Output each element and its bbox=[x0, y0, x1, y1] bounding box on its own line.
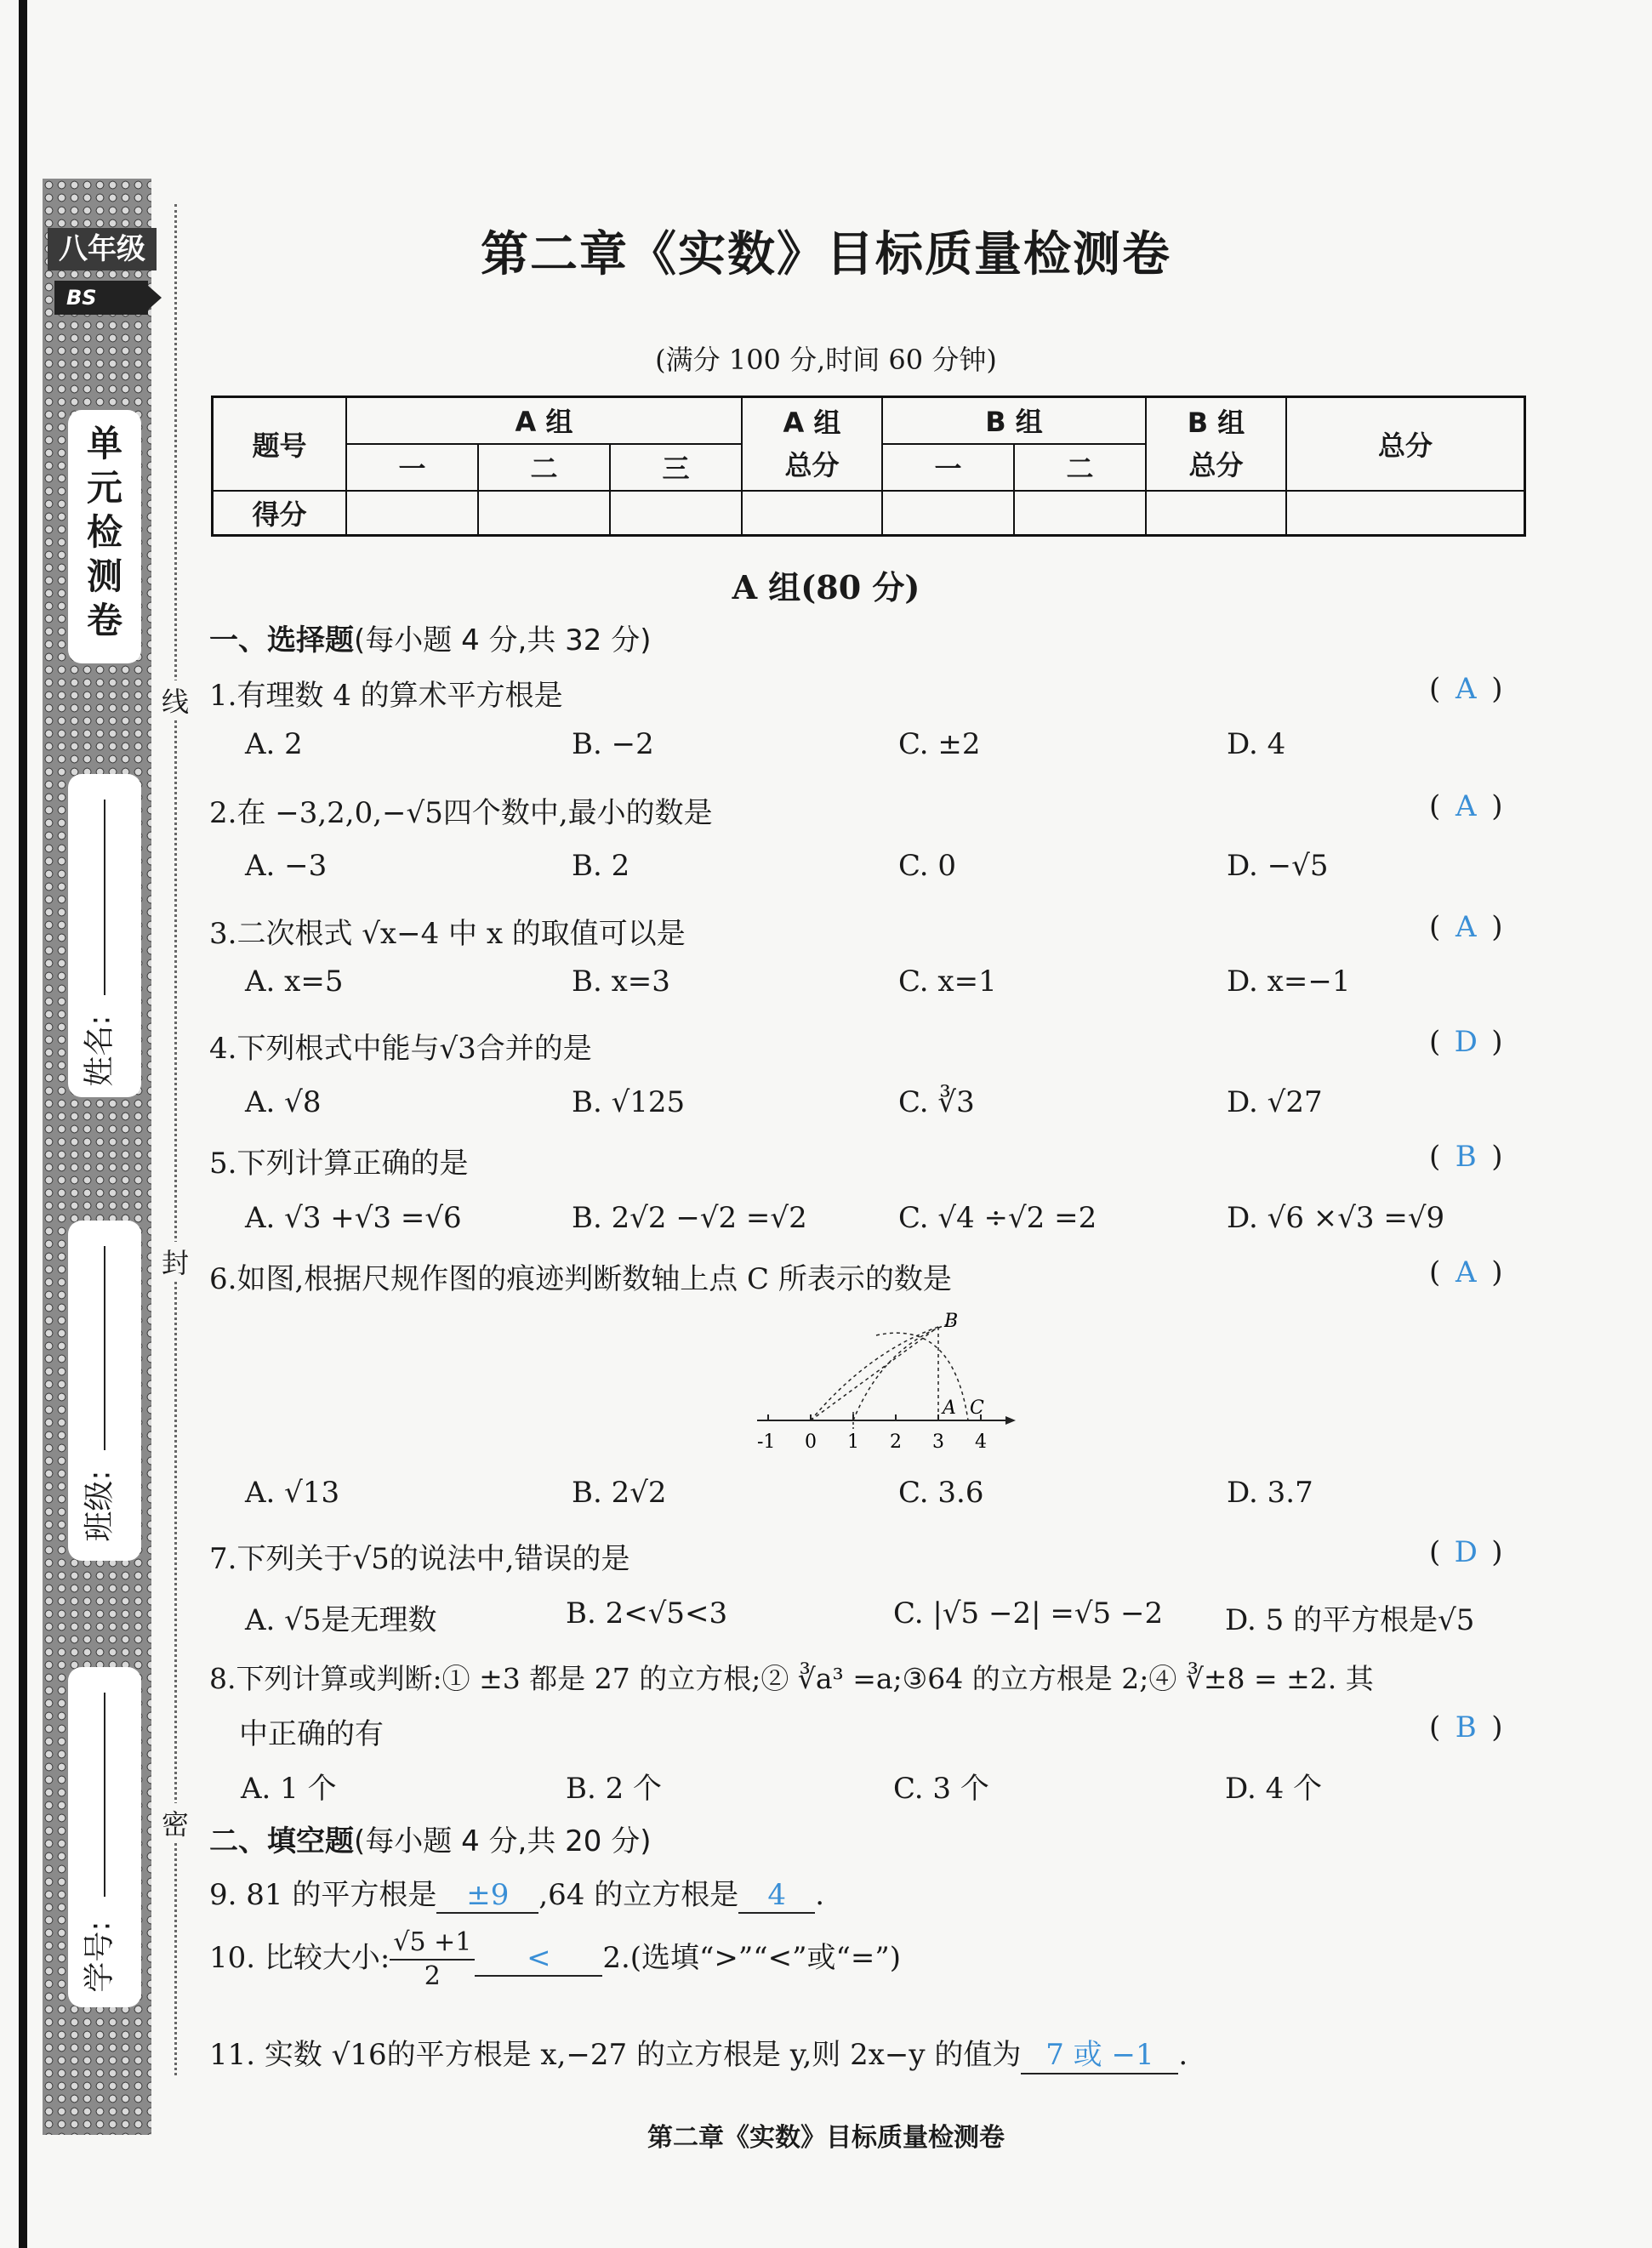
score-cell[interactable] bbox=[1014, 491, 1146, 536]
point-label-a: A bbox=[943, 1397, 956, 1419]
grade-tab: 八年级 bbox=[48, 228, 157, 270]
class-field[interactable] bbox=[104, 1246, 105, 1450]
answer-value: B bbox=[1455, 1710, 1477, 1744]
seal-dotted-line bbox=[174, 204, 177, 2075]
option: B. √125 bbox=[572, 1085, 686, 1119]
question-11 bbox=[209, 2031, 1188, 2074]
answer-bracket: ( A ) bbox=[1429, 672, 1503, 706]
score-cell[interactable] bbox=[610, 491, 742, 536]
tick-label: 1 bbox=[847, 1431, 859, 1453]
answer-value: D bbox=[1454, 1535, 1478, 1569]
header-group-b-total bbox=[1146, 397, 1286, 491]
page-edge-bar bbox=[19, 0, 27, 2248]
option: A. 2 bbox=[245, 727, 303, 761]
option: C. ∛3 bbox=[898, 1085, 975, 1119]
option: D. 4 个 bbox=[1225, 1772, 1323, 1806]
question-stem: 8.下列计算或判断:① ±3 都是 27 的立方根;② ∛a³ =a;③64 的立方根是 2;④ ∛±8 = ±2. 其 bbox=[209, 1662, 1374, 1695]
option: D. √6 ×√3 =√9 bbox=[1227, 1201, 1445, 1235]
q9-text: ,64 的立方根是 bbox=[538, 1878, 739, 1912]
header-tihao: 题号 bbox=[213, 397, 347, 491]
option: B. −2 bbox=[572, 727, 654, 761]
construction-line bbox=[811, 1327, 938, 1420]
option: C. 3.6 bbox=[898, 1476, 984, 1510]
row-score-label: 得分 bbox=[213, 491, 347, 536]
q11-blank[interactable]: 7 或 −1 bbox=[1021, 2031, 1178, 2074]
question-stem: 4.下列根式中能与√3合并的是 bbox=[209, 1032, 592, 1066]
option: B. 2√2 −√2 =√2 bbox=[572, 1201, 807, 1235]
answer-value: A bbox=[1455, 789, 1477, 823]
option: A. √3 +√3 =√6 bbox=[245, 1201, 462, 1235]
seal-char-secret: 密 bbox=[157, 1803, 194, 1842]
question-stem: 6.如图,根据尺规作图的痕迹判断数轴上点 C 所表示的数是 bbox=[209, 1262, 952, 1296]
option: A. √13 bbox=[245, 1476, 340, 1510]
tick-label: -1 bbox=[757, 1431, 776, 1453]
header-a-part: 二 bbox=[478, 444, 610, 491]
unit-test-label bbox=[68, 410, 141, 663]
tick-label: 4 bbox=[975, 1431, 987, 1453]
option: B. 2<√5<3 bbox=[566, 1596, 728, 1631]
q10-text: 10. 比较大小: bbox=[209, 1941, 390, 1975]
option: C. 3 个 bbox=[893, 1772, 989, 1806]
header-b-part: 一 bbox=[882, 444, 1014, 491]
header-b-part: 二 bbox=[1014, 444, 1146, 491]
answer-bracket: ( A ) bbox=[1429, 1255, 1503, 1289]
option: D. 5 的平方根是√5 bbox=[1225, 1603, 1475, 1637]
header-total: 总分 bbox=[1286, 397, 1525, 491]
option: A. −3 bbox=[245, 849, 328, 883]
q9-blank-2[interactable]: 4 bbox=[738, 1878, 815, 1914]
name-label: 姓名: bbox=[82, 1015, 117, 1087]
header-group-a: A 组 bbox=[346, 397, 742, 444]
option: A. √5是无理数 bbox=[245, 1603, 437, 1637]
page-subtitle: (满分 100 分,时间 60 分钟) bbox=[655, 344, 997, 376]
seal-char-seal: 封 bbox=[157, 1242, 194, 1281]
q10-denominator: 2 bbox=[424, 1961, 441, 1991]
option: A. 1 个 bbox=[241, 1772, 337, 1806]
unit-char: 元 bbox=[86, 467, 122, 509]
answer-value: B bbox=[1455, 1140, 1477, 1174]
score-cell[interactable] bbox=[346, 491, 478, 536]
edition-arrow-icon bbox=[146, 284, 162, 311]
question-stem: 1.有理数 4 的算术平方根是 bbox=[209, 679, 563, 713]
seal-char-line: 线 bbox=[157, 680, 194, 720]
q11-text: 11. 实数 √16的平方根是 x,−27 的立方根是 y,则 2x−y 的值为 bbox=[209, 2038, 1022, 2072]
answer-value: A bbox=[1455, 1255, 1477, 1289]
option: D. 3.7 bbox=[1227, 1476, 1313, 1510]
part2-heading-bold: 二、填空题 bbox=[209, 1824, 354, 1858]
class-label: 班级: bbox=[82, 1470, 117, 1542]
question-stem-continued: 中正确的有 bbox=[239, 1717, 384, 1751]
answer-value: A bbox=[1455, 910, 1477, 944]
answer-bracket: ( D ) bbox=[1429, 1535, 1503, 1569]
student-id-field[interactable] bbox=[104, 1693, 105, 1897]
option: D. x=−1 bbox=[1227, 965, 1351, 999]
answer-bracket: ( D ) bbox=[1429, 1025, 1503, 1059]
option: D. −√5 bbox=[1227, 849, 1329, 883]
section-a-title: A 组(80 分) bbox=[732, 568, 920, 606]
option: A. x=5 bbox=[245, 965, 344, 999]
q10-fraction bbox=[390, 1926, 475, 1993]
header-text: A 组 bbox=[783, 406, 841, 439]
q10-numerator: √5 +1 bbox=[390, 1926, 475, 1961]
header-group-b: B 组 bbox=[882, 397, 1146, 444]
header-text: 总分 bbox=[1188, 448, 1244, 481]
question-stem: 5.下列计算正确的是 bbox=[209, 1147, 469, 1181]
unit-char: 卷 bbox=[86, 600, 122, 641]
question-9 bbox=[209, 1871, 824, 1914]
point-label-b: B bbox=[944, 1311, 959, 1332]
question-stem: 3.二次根式 √x−4 中 x 的取值可以是 bbox=[209, 917, 686, 951]
question-10 bbox=[209, 1926, 901, 1993]
option: C. √4 ÷√2 =2 bbox=[898, 1201, 1097, 1235]
answer-bracket: ( B ) bbox=[1429, 1140, 1503, 1174]
answer-value: A bbox=[1455, 672, 1477, 706]
question-stem: 7.下列关于√5的说法中,错误的是 bbox=[209, 1542, 630, 1576]
option: B. x=3 bbox=[572, 965, 670, 999]
part1-heading-rest: (每小题 4 分,共 32 分) bbox=[354, 623, 652, 657]
tick-label: 2 bbox=[890, 1431, 902, 1453]
answer-bracket: ( A ) bbox=[1429, 910, 1503, 944]
option: C. x=1 bbox=[898, 965, 997, 999]
header-a-part: 一 bbox=[346, 444, 478, 491]
score-cell[interactable] bbox=[1286, 491, 1525, 536]
answer-bracket: ( A ) bbox=[1429, 789, 1503, 823]
option: A. √8 bbox=[245, 1085, 322, 1119]
unit-char: 检 bbox=[86, 511, 122, 553]
construction-arc bbox=[853, 1323, 953, 1420]
page-title: 第二章《实数》目标质量检测卷 bbox=[481, 226, 1171, 282]
unit-char: 测 bbox=[86, 555, 122, 597]
part2-heading-rest: (每小题 4 分,共 20 分) bbox=[354, 1824, 652, 1858]
q10-text: 2.(选填“>”“<”或“=”) bbox=[602, 1941, 902, 1975]
page-footer: 第二章《实数》目标质量检测卷 bbox=[647, 2123, 1005, 2153]
option: C. 0 bbox=[898, 849, 957, 883]
q11-text: . bbox=[1178, 2038, 1188, 2072]
tick-label: 0 bbox=[805, 1431, 817, 1453]
q9-text: 9. 81 的平方根是 bbox=[209, 1878, 437, 1912]
score-cell[interactable] bbox=[1146, 491, 1286, 536]
edition-tab: BS bbox=[54, 281, 148, 315]
score-cell[interactable] bbox=[742, 491, 882, 536]
option: B. 2 bbox=[572, 849, 630, 883]
q9-text: . bbox=[815, 1878, 825, 1912]
option: C. |√5 −2| =√5 −2 bbox=[893, 1596, 1164, 1631]
header-a-part: 三 bbox=[610, 444, 742, 491]
number-line-figure bbox=[740, 1301, 1029, 1454]
option: B. 2√2 bbox=[572, 1476, 667, 1510]
header-group-a-total bbox=[742, 397, 882, 491]
unit-char: 单 bbox=[86, 423, 122, 464]
q9-blank-1[interactable]: ±9 bbox=[436, 1878, 538, 1914]
part1-heading-bold: 一、选择题 bbox=[209, 623, 354, 657]
axis-arrow-icon bbox=[1005, 1416, 1016, 1425]
header-text: 总分 bbox=[784, 448, 840, 481]
question-stem: 2.在 −3,2,0,−√5四个数中,最小的数是 bbox=[209, 796, 713, 830]
score-cell[interactable] bbox=[882, 491, 1014, 536]
part2-heading bbox=[209, 1818, 651, 1859]
option: D. √27 bbox=[1227, 1085, 1323, 1119]
score-cell[interactable] bbox=[478, 491, 610, 536]
answer-bracket: ( B ) bbox=[1429, 1710, 1503, 1744]
score-table bbox=[211, 396, 1526, 537]
name-field[interactable] bbox=[104, 800, 105, 995]
answer-value: D bbox=[1454, 1025, 1478, 1059]
option: C. ±2 bbox=[898, 727, 981, 761]
tick-label: 3 bbox=[932, 1431, 944, 1453]
student-id-label: 学号: bbox=[82, 1921, 117, 1993]
q10-blank[interactable]: < bbox=[475, 1941, 602, 1977]
option: B. 2 个 bbox=[566, 1772, 663, 1806]
point-label-c: C bbox=[970, 1397, 984, 1419]
part1-heading bbox=[209, 617, 651, 658]
option: D. 4 bbox=[1227, 727, 1286, 761]
header-text: B 组 bbox=[1187, 406, 1245, 439]
